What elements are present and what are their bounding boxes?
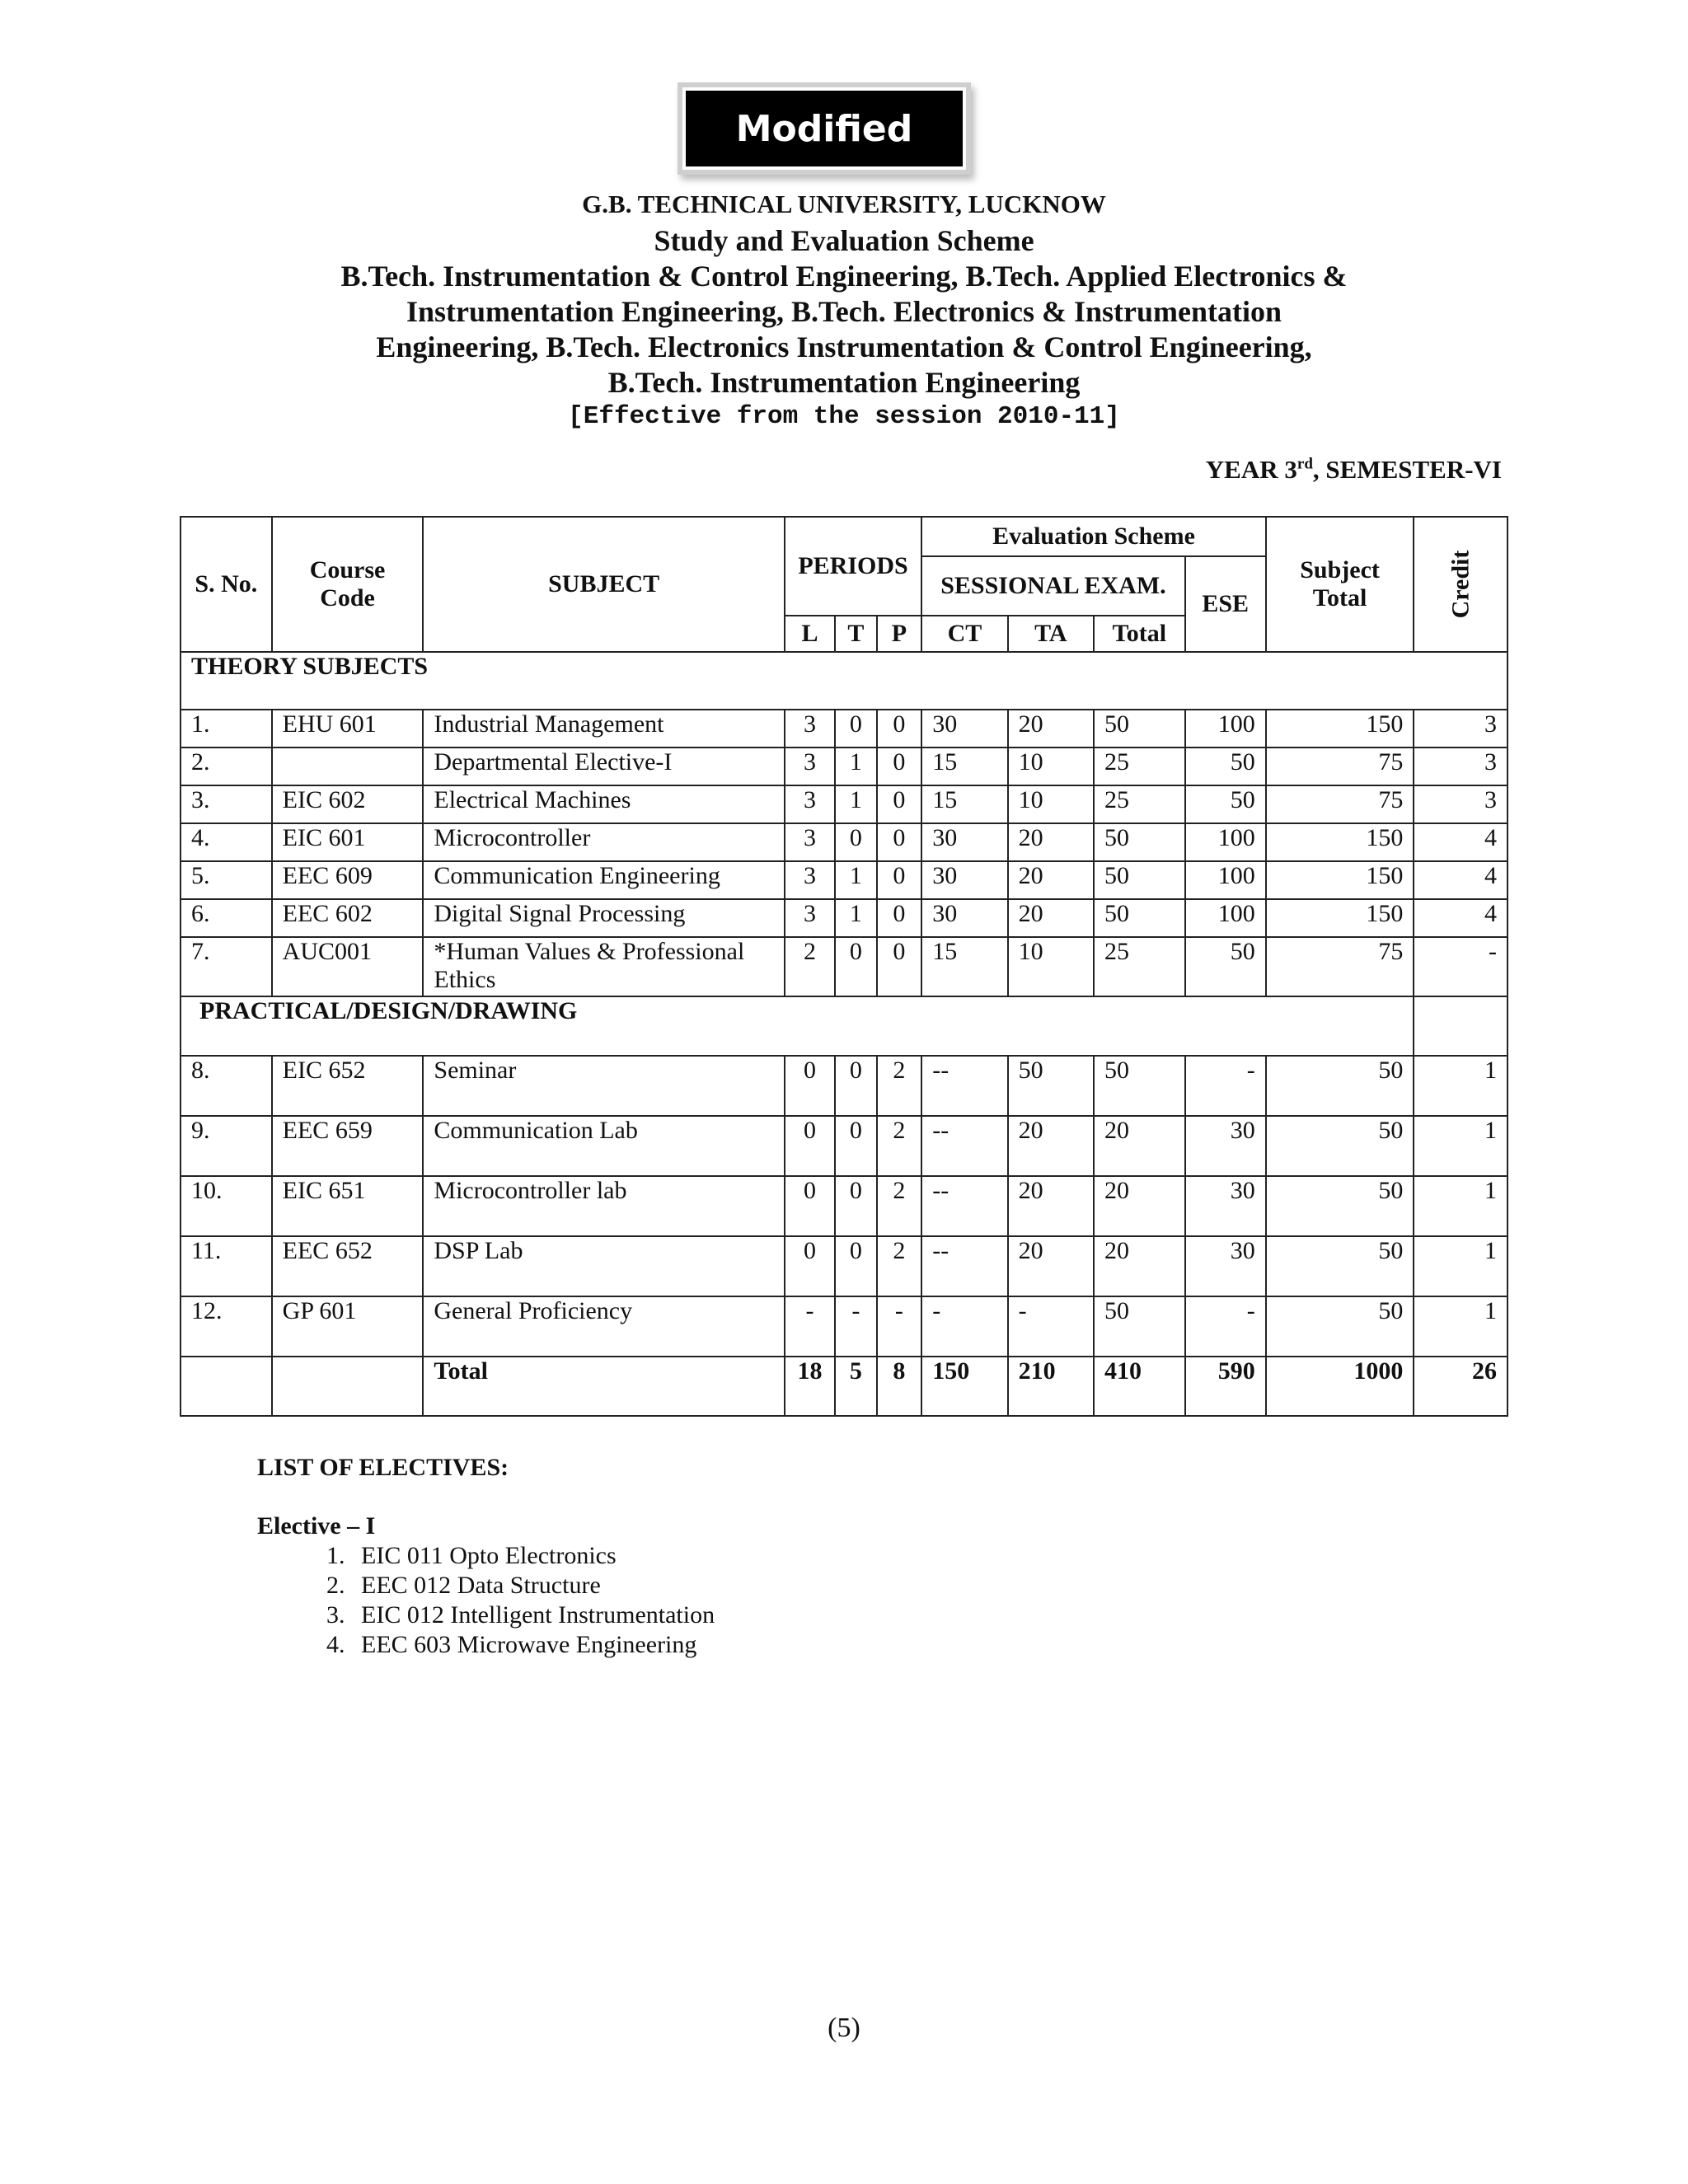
total-cell-blank — [181, 1357, 272, 1416]
elective-item: 1. EIC 011 Opto Electronics — [351, 1541, 715, 1571]
cell-ese: 30 — [1185, 1116, 1266, 1176]
elective-item: 2. EEC 012 Data Structure — [351, 1571, 715, 1601]
cell-subject-total: 75 — [1266, 748, 1414, 785]
header-credit: Credit — [1414, 517, 1507, 652]
program-line: Engineering, B.Tech. Electronics Instrumentation & Control Engineering, — [376, 330, 1312, 363]
cell-t: 0 — [835, 823, 876, 861]
cell-t: 0 — [835, 710, 876, 748]
cell-ta: 10 — [1008, 748, 1094, 785]
table-row — [181, 823, 1507, 861]
cell-code: EEC 602 — [272, 899, 424, 937]
cell-ta: 20 — [1008, 1116, 1094, 1176]
total-cell-ta: 210 — [1008, 1357, 1094, 1416]
cell-sno: 6. — [181, 899, 272, 937]
cell-total: 20 — [1094, 1176, 1185, 1236]
stamp-label: Modified — [735, 107, 913, 150]
section-practical — [181, 996, 1507, 1056]
header-evaluation: Evaluation Scheme — [921, 517, 1266, 556]
evaluation-scheme-table — [180, 516, 1508, 1417]
cell-subject-total: 75 — [1266, 785, 1414, 823]
cell-total: 50 — [1094, 1296, 1185, 1357]
cell-subject-total: 75 — [1266, 937, 1414, 996]
cell-subject-total: 50 — [1266, 1056, 1414, 1116]
cell-credit: 4 — [1414, 861, 1507, 899]
table-row — [181, 1176, 1507, 1236]
year-semester: YEAR 3rd, SEMESTER-VI — [1205, 455, 1502, 484]
document-header — [0, 186, 1688, 434]
cell-ese: 50 — [1185, 937, 1266, 996]
cell-ta: 10 — [1008, 785, 1094, 823]
cell-ese: 30 — [1185, 1236, 1266, 1296]
cell-credit: 1 — [1414, 1056, 1507, 1116]
university-name: G.B. TECHNICAL UNIVERSITY, LUCKNOW — [582, 190, 1106, 218]
program-line: Instrumentation Engineering, B.Tech. Electronics & Instrumentation — [406, 295, 1282, 328]
elective-list — [257, 1541, 715, 1660]
cell-total: 25 — [1094, 785, 1185, 823]
header-t: T — [835, 616, 876, 652]
cell-p: 0 — [877, 899, 922, 937]
table-row — [181, 748, 1507, 785]
cell-code — [272, 748, 424, 785]
cell-t: 1 — [835, 748, 876, 785]
cell-ese: 50 — [1185, 748, 1266, 785]
cell-t: - — [835, 1296, 876, 1357]
cell-l: 3 — [785, 823, 835, 861]
cell-t: 0 — [835, 1176, 876, 1236]
cell-ta: - — [1008, 1296, 1094, 1357]
page-number: (5) — [828, 2013, 860, 2043]
cell-code: GP 601 — [272, 1296, 424, 1357]
cell-total: 50 — [1094, 1056, 1185, 1116]
electives-section — [257, 1454, 715, 1660]
cell-sno: 2. — [181, 748, 272, 785]
cell-code: AUC001 — [272, 937, 424, 996]
cell-ct: -- — [921, 1236, 1007, 1296]
cell-credit: 1 — [1414, 1176, 1507, 1236]
cell-subject: General Proficiency — [423, 1296, 784, 1357]
cell-sno: 5. — [181, 861, 272, 899]
total-cell-blank — [272, 1357, 424, 1416]
cell-ta: 20 — [1008, 861, 1094, 899]
cell-l: 0 — [785, 1176, 835, 1236]
cell-ta: 20 — [1008, 1176, 1094, 1236]
total-cell-credit: 26 — [1414, 1357, 1507, 1416]
total-cell-ct: 150 — [921, 1357, 1007, 1416]
cell-subject: *Human Values & Professional Ethics — [423, 937, 784, 996]
cell-subject-total: 150 — [1266, 861, 1414, 899]
cell-ct: 30 — [921, 899, 1007, 937]
table-row — [181, 1296, 1507, 1357]
cell-l: 0 — [785, 1116, 835, 1176]
cell-p: 0 — [877, 785, 922, 823]
cell-t: 0 — [835, 1236, 876, 1296]
total-cell-l: 18 — [785, 1357, 835, 1416]
cell-code: EIC 652 — [272, 1056, 424, 1116]
cell-total: 50 — [1094, 823, 1185, 861]
cell-subject: Seminar — [423, 1056, 784, 1116]
cell-subject: Digital Signal Processing — [423, 899, 784, 937]
header-course-code: Course Code — [272, 517, 424, 652]
cell-l: 0 — [785, 1236, 835, 1296]
cell-sno: 10. — [181, 1176, 272, 1236]
cell-p: 0 — [877, 823, 922, 861]
cell-code: EEC 652 — [272, 1236, 424, 1296]
table-row — [181, 899, 1507, 937]
cell-p: 2 — [877, 1116, 922, 1176]
cell-code: EEC 659 — [272, 1116, 424, 1176]
cell-t: 1 — [835, 899, 876, 937]
cell-ese: 100 — [1185, 899, 1266, 937]
cell-p: 0 — [877, 861, 922, 899]
header-subject-total: Subject Total — [1266, 517, 1414, 652]
cell-t: 1 — [835, 785, 876, 823]
cell-total: 20 — [1094, 1116, 1185, 1176]
scheme-title: Study and Evaluation Scheme — [654, 224, 1034, 257]
cell-ct: -- — [921, 1176, 1007, 1236]
cell-ct: -- — [921, 1056, 1007, 1116]
cell-subject-total: 50 — [1266, 1236, 1414, 1296]
cell-ese: - — [1185, 1296, 1266, 1357]
cell-code: EEC 609 — [272, 861, 424, 899]
cell-ct: 30 — [921, 861, 1007, 899]
cell-ta: 20 — [1008, 710, 1094, 748]
cell-code: EHU 601 — [272, 710, 424, 748]
header-l: L — [785, 616, 835, 652]
cell-ct: - — [921, 1296, 1007, 1357]
table-row — [181, 1236, 1507, 1296]
cell-sno: 3. — [181, 785, 272, 823]
header-sessional: SESSIONAL EXAM. — [921, 556, 1184, 616]
electives-heading: LIST OF ELECTIVES: — [257, 1454, 509, 1481]
cell-p: - — [877, 1296, 922, 1357]
cell-credit: 4 — [1414, 899, 1507, 937]
total-cell-ese: 590 — [1185, 1357, 1266, 1416]
cell-credit: 1 — [1414, 1236, 1507, 1296]
cell-t: 1 — [835, 861, 876, 899]
cell-ese: 50 — [1185, 785, 1266, 823]
cell-subject: Departmental Elective-I — [423, 748, 784, 785]
cell-p: 2 — [877, 1236, 922, 1296]
cell-subject: Industrial Management — [423, 710, 784, 748]
cell-subject-total: 50 — [1266, 1116, 1414, 1176]
cell-p: 2 — [877, 1176, 922, 1236]
cell-sno: 12. — [181, 1296, 272, 1357]
cell-ese: 30 — [1185, 1176, 1266, 1236]
cell-t: 0 — [835, 1116, 876, 1176]
cell-total: 25 — [1094, 748, 1185, 785]
elective-subheading: Elective – I — [257, 1512, 376, 1540]
effective-session: [Effective from the session 2010-11] — [568, 402, 1120, 431]
cell-ta: 20 — [1008, 899, 1094, 937]
cell-credit: 3 — [1414, 710, 1507, 748]
cell-ct: 30 — [921, 710, 1007, 748]
total-cell-p: 8 — [877, 1357, 922, 1416]
cell-total: 25 — [1094, 937, 1185, 996]
program-line: B.Tech. Instrumentation & Control Engineering, B.Tech. Applied Electronics & — [340, 260, 1348, 293]
cell-total: 50 — [1094, 710, 1185, 748]
elective-item: 4. EEC 603 Microwave Engineering — [351, 1630, 715, 1660]
cell-code: EIC 602 — [272, 785, 424, 823]
table-row — [181, 710, 1507, 748]
cell-l: 3 — [785, 748, 835, 785]
cell-subject-total: 150 — [1266, 899, 1414, 937]
cell-sno: 7. — [181, 937, 272, 996]
cell-credit: 4 — [1414, 823, 1507, 861]
cell-ct: 15 — [921, 748, 1007, 785]
total-cell-t: 5 — [835, 1357, 876, 1416]
cell-subject: Electrical Machines — [423, 785, 784, 823]
header-ct: CT — [921, 616, 1007, 652]
cell-l: 3 — [785, 710, 835, 748]
section-label: THEORY SUBJECTS — [181, 652, 1507, 710]
cell-l: 0 — [785, 1056, 835, 1116]
cell-l: 2 — [785, 937, 835, 996]
cell-subject-total: 50 — [1266, 1296, 1414, 1357]
cell-ct: 15 — [921, 785, 1007, 823]
cell-subject-total: 150 — [1266, 710, 1414, 748]
cell-subject: Communication Engineering — [423, 861, 784, 899]
total-row — [181, 1357, 1507, 1416]
cell-l: 3 — [785, 899, 835, 937]
section-credit-blank — [1414, 996, 1507, 1056]
header-sno: S. No. — [181, 517, 272, 652]
cell-ese: 100 — [1185, 861, 1266, 899]
header-ese: ESE — [1185, 556, 1266, 652]
cell-l: - — [785, 1296, 835, 1357]
cell-ese: - — [1185, 1056, 1266, 1116]
cell-ese: 100 — [1185, 710, 1266, 748]
cell-subject: Microcontroller lab — [423, 1176, 784, 1236]
total-cell-subtotal: 1000 — [1266, 1357, 1414, 1416]
program-line: B.Tech. Instrumentation Engineering — [607, 366, 1081, 399]
table-row — [181, 937, 1507, 996]
cell-sno: 8. — [181, 1056, 272, 1116]
cell-ct: -- — [921, 1116, 1007, 1176]
cell-credit: 3 — [1414, 748, 1507, 785]
table-row — [181, 785, 1507, 823]
cell-ese: 100 — [1185, 823, 1266, 861]
cell-ta: 50 — [1008, 1056, 1094, 1116]
cell-subject: Communication Lab — [423, 1116, 784, 1176]
cell-l: 3 — [785, 785, 835, 823]
cell-credit: 3 — [1414, 785, 1507, 823]
cell-sno: 1. — [181, 710, 272, 748]
cell-ta: 20 — [1008, 1236, 1094, 1296]
cell-t: 0 — [835, 1056, 876, 1116]
cell-ct: 30 — [921, 823, 1007, 861]
cell-subject: Microcontroller — [423, 823, 784, 861]
header-periods: PERIODS — [785, 517, 921, 616]
cell-ct: 15 — [921, 937, 1007, 996]
table-row — [181, 1056, 1507, 1116]
table-row — [181, 1116, 1507, 1176]
header-total: Total — [1094, 616, 1185, 652]
cell-p: 0 — [877, 748, 922, 785]
cell-subject-total: 150 — [1266, 823, 1414, 861]
modified-stamp — [682, 87, 966, 170]
cell-ta: 10 — [1008, 937, 1094, 996]
cell-total: 50 — [1094, 861, 1185, 899]
total-cell-total: 410 — [1094, 1357, 1185, 1416]
elective-item: 3. EIC 012 Intelligent Instrumentation — [351, 1601, 715, 1630]
cell-p: 0 — [877, 937, 922, 996]
section-label: PRACTICAL/DESIGN/DRAWING — [181, 996, 1414, 1056]
cell-credit: 1 — [1414, 1116, 1507, 1176]
header-ta: TA — [1008, 616, 1094, 652]
header-subject: SUBJECT — [423, 517, 784, 652]
cell-t: 0 — [835, 937, 876, 996]
cell-l: 3 — [785, 861, 835, 899]
section-theory — [181, 652, 1507, 710]
cell-total: 20 — [1094, 1236, 1185, 1296]
table-row — [181, 861, 1507, 899]
header-p: P — [877, 616, 922, 652]
total-cell-label: Total — [423, 1357, 784, 1416]
cell-subject: DSP Lab — [423, 1236, 784, 1296]
cell-credit: 1 — [1414, 1296, 1507, 1357]
cell-sno: 9. — [181, 1116, 272, 1176]
cell-sno: 11. — [181, 1236, 272, 1296]
cell-p: 0 — [877, 710, 922, 748]
cell-subject-total: 50 — [1266, 1176, 1414, 1236]
cell-p: 2 — [877, 1056, 922, 1116]
cell-ta: 20 — [1008, 823, 1094, 861]
cell-code: EIC 601 — [272, 823, 424, 861]
cell-total: 50 — [1094, 899, 1185, 937]
cell-credit: - — [1414, 937, 1507, 996]
cell-sno: 4. — [181, 823, 272, 861]
cell-code: EIC 651 — [272, 1176, 424, 1236]
